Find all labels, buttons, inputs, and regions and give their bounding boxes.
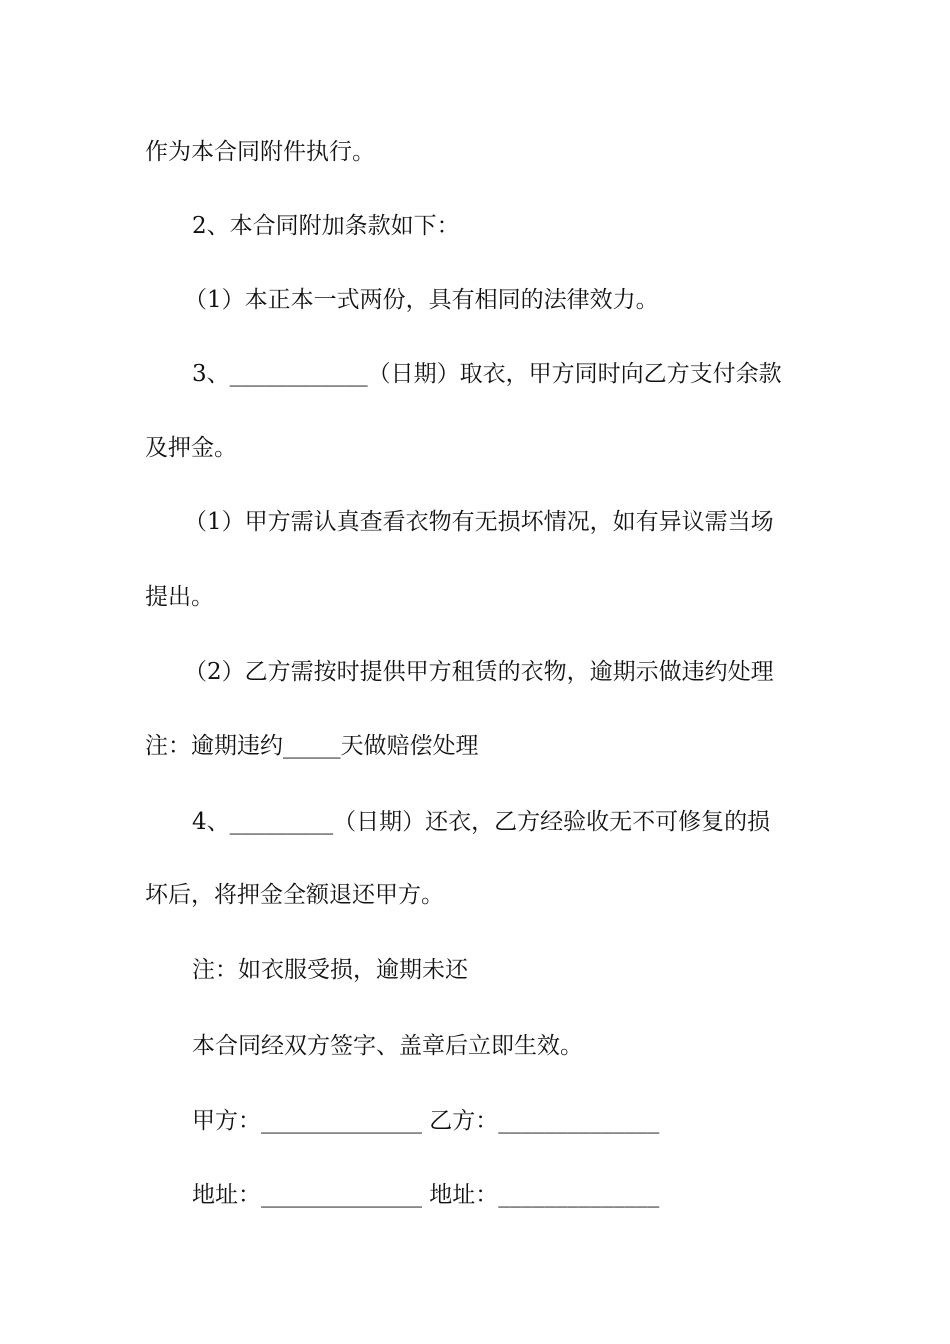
signature-line-address: 地址：______________ 地址：______________	[192, 1182, 660, 1208]
signature-line-party: 甲方：______________ 乙方：______________	[192, 1108, 660, 1134]
text-line-1: 作为本合同附件执行。	[145, 139, 375, 165]
text-line-12: 注：如衣服受损，逾期未还	[192, 957, 468, 983]
text-line-7: 提出。	[145, 584, 214, 610]
text-line-11: 坏后，将押金全额退还甲方。	[145, 882, 444, 908]
text-line-13: 本合同经双方签字、盖章后立即生效。	[192, 1033, 583, 1059]
text-line-5: 及押金。	[145, 435, 237, 461]
text-line-8: （2）乙方需按时提供甲方租赁的衣物，逾期示做违约处理	[184, 659, 774, 685]
text-line-9: 注：逾期违约_____天做赔偿处理	[145, 733, 479, 759]
text-line-4: 3、____________（日期）取衣，甲方同时向乙方支付余款	[192, 361, 782, 387]
text-line-10: 4、_________（日期）还衣，乙方经验收无不可修复的损	[192, 809, 771, 835]
text-line-3: （1）本正本一式两份，具有相同的法律效力。	[184, 287, 659, 313]
text-line-6: （1）甲方需认真查看衣物有无损坏情况，如有异议需当场	[184, 509, 774, 535]
text-line-2: 2、本合同附加条款如下：	[192, 213, 460, 239]
